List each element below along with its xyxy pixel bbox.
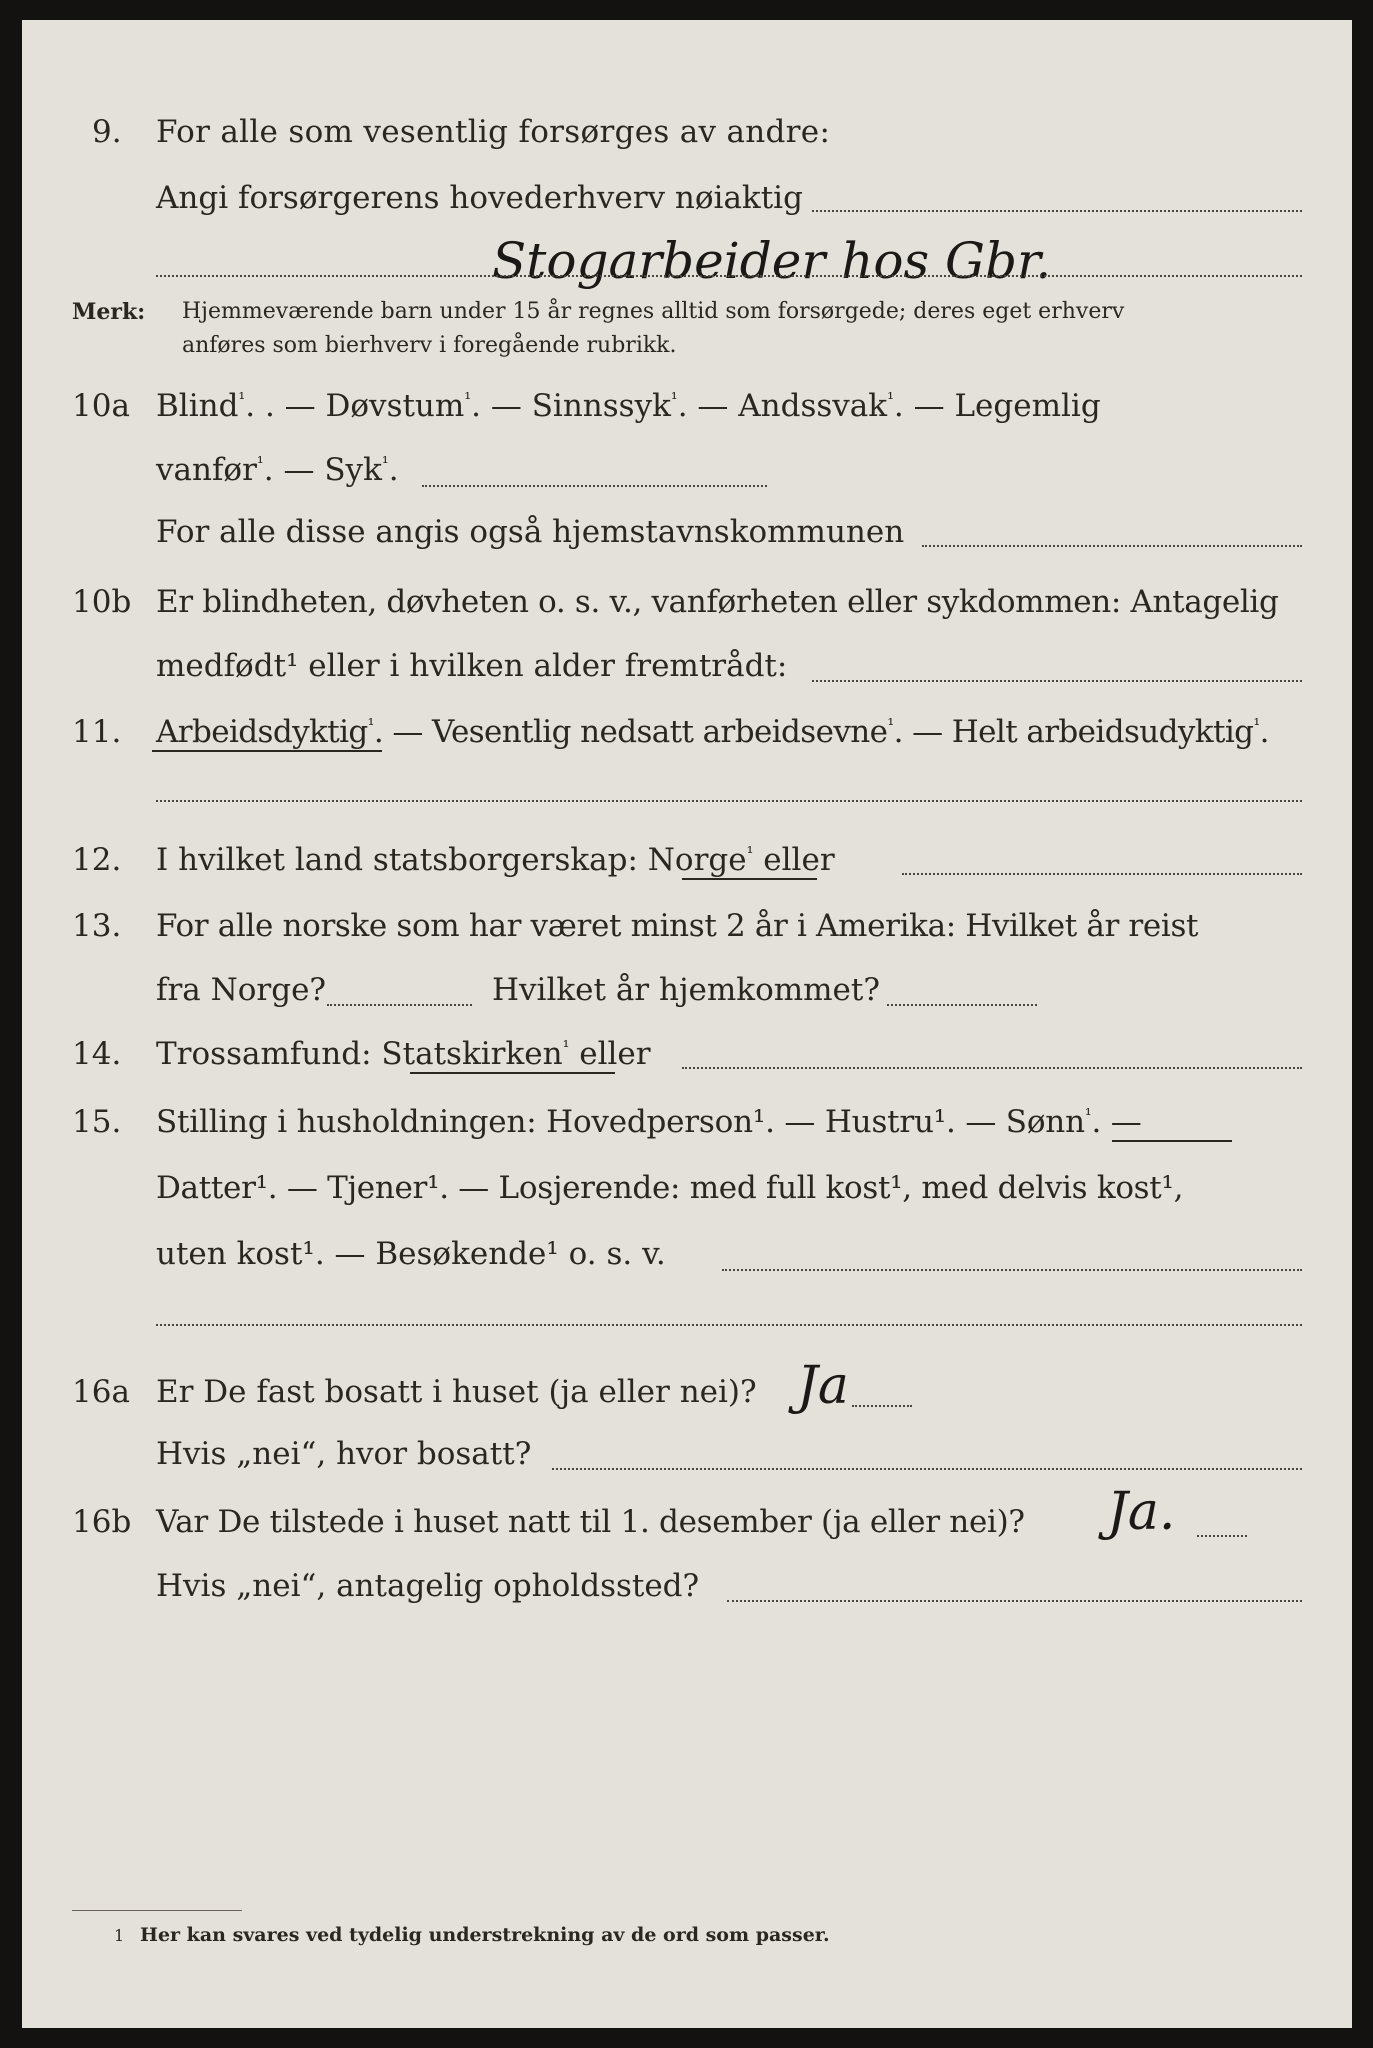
q14-line: Trossamfund: Statskirken$^{^1}$ eller [156,1036,651,1072]
option-andssvak[interactable]: Andssvak [738,388,888,424]
q16b-answer-handwriting[interactable]: Ja. [1107,1482,1176,1542]
q13-hjem-dots [887,1004,1037,1006]
option-vanfor[interactable]: vanfør [156,452,257,488]
q16a-answer-handwriting[interactable]: Ja [797,1356,849,1416]
underline-norge [682,878,817,880]
underline-statskirken [410,1072,615,1074]
q9-number: 9. [92,114,122,150]
q13-fra: fra Norge? [156,972,327,1008]
q10a-line2: vanfør$^{^1}$. — Syk$^{^1}$. [156,452,399,488]
q16b-line1-dots [1197,1535,1247,1537]
q10a-number: 10a [72,388,130,424]
q12-line: I hvilket land statsborgerskap: Norge$^{^1}$ eller [156,842,835,878]
q10a-line3: For alle disse angis også hjemstavnskommunen [156,514,905,550]
q16b-number: 16b [72,1504,132,1540]
q13-fra-dots [327,1004,472,1006]
census-form-page [22,20,1352,2028]
merk-line2: anføres som bierhverv i foregående rubrikk. [182,333,677,358]
option-sonn[interactable]: Sønn [1005,1104,1085,1140]
q10b-number: 10b [72,584,132,620]
q16b-line2-dots [727,1600,1302,1602]
option-syk[interactable]: Syk [324,452,382,488]
q10b-line2: medfødt¹ eller i hvilken alder fremtrådt: [156,648,788,684]
q9-line2: Angi forsørgerens hovederhverv nøiaktig [156,180,803,216]
option-legemlig[interactable]: Legemlig [954,388,1101,424]
q10a-line1: Blind$^{^1}$. . — Døvstum$^{^1}$. — Sinnssyk$^{^1}$. — Andssvak$^{^1}$. — Legemlig [156,388,1101,424]
q11-line1: Arbeidsdyktig$^{^1}$. — Vesentlig nedsatt arbeidsevne$^{^1}$. — Helt arbeidsudyktig$^{^1}$. [156,714,1269,750]
q9-line1: For alle som vesentlig forsørges av andre: [156,114,831,150]
underline-arbeidsdyktig [152,750,382,752]
q13-number: 13. [72,908,122,944]
underline-sonn [1112,1140,1232,1142]
option-sinnssyk[interactable]: Sinnssyk [531,388,671,424]
q16a-line2: Hvis „nei“, hvor bosatt? [156,1436,532,1472]
q15-number: 15. [72,1104,122,1140]
q9-answer-handwriting[interactable]: Stogarbeider hos Gbr. [492,232,1052,290]
footnote-text: Her kan svares ved tydelig understrekning av de ord som passer. [140,1924,830,1946]
q16a-line2-dots [552,1468,1302,1470]
q9-answer-dots [156,275,1302,277]
q13-hjem: Hvilket år hjemkommet? [492,972,880,1008]
q12-dots [902,873,1302,875]
q15-line4-dots [156,1324,1302,1326]
merk-line1: Hjemmeværende barn under 15 år regnes alltid som forsørgede; deres eget erhverv [182,299,1125,324]
q11-line2-dots [156,800,1302,802]
q15-line1: Stilling i husholdningen: Hovedperson¹. — Hustru¹. — Sønn$^{^1}$. — [156,1104,1142,1140]
q14-dots [682,1067,1302,1069]
q15-line3: uten kost¹. — Besøkende¹ o. s. v. [156,1236,666,1272]
q16b-line1: Var De tilstede i huset natt til 1. desember (ja eller nei)? [156,1504,1025,1540]
option-dovstum[interactable]: Døvstum [325,388,465,424]
option-arbeidsdyktig[interactable]: Arbeidsdyktig [156,714,368,750]
q16a-line1: Er De fast bosatt i huset (ja eller nei)? [156,1374,757,1410]
q9-line2-dots [812,210,1302,212]
option-norge[interactable]: Norge [647,842,747,878]
q16a-line1-dots [852,1405,912,1407]
q13-line1: For alle norske som har været minst 2 år i Amerika: Hvilket år reist [156,908,1199,944]
q11-number: 11. [72,714,122,750]
q15-line3-dots [722,1269,1302,1271]
q10a-line3-dots [922,545,1302,547]
q14-number: 14. [72,1036,122,1072]
q16a-number: 16a [72,1374,130,1410]
footnote-rule [72,1910,242,1911]
option-statskirken[interactable]: Statskirken [381,1036,563,1072]
footnote-mark: 1 [114,1926,125,1945]
q10b-line2-dots [812,680,1302,682]
option-blind[interactable]: Blind [156,388,239,424]
q15-line2: Datter¹. — Tjener¹. — Losjerende: med full kost¹, med delvis kost¹, [156,1170,1184,1206]
q10a-line2-dots [422,485,767,487]
q10b-line1: Er blindheten, døvheten o. s. v., vanførheten eller sykdommen: Antagelig [156,584,1279,620]
q12-number: 12. [72,842,122,878]
q16b-line2: Hvis „nei“, antagelig opholdssted? [156,1568,700,1604]
merk-label: Merk: [72,299,146,325]
